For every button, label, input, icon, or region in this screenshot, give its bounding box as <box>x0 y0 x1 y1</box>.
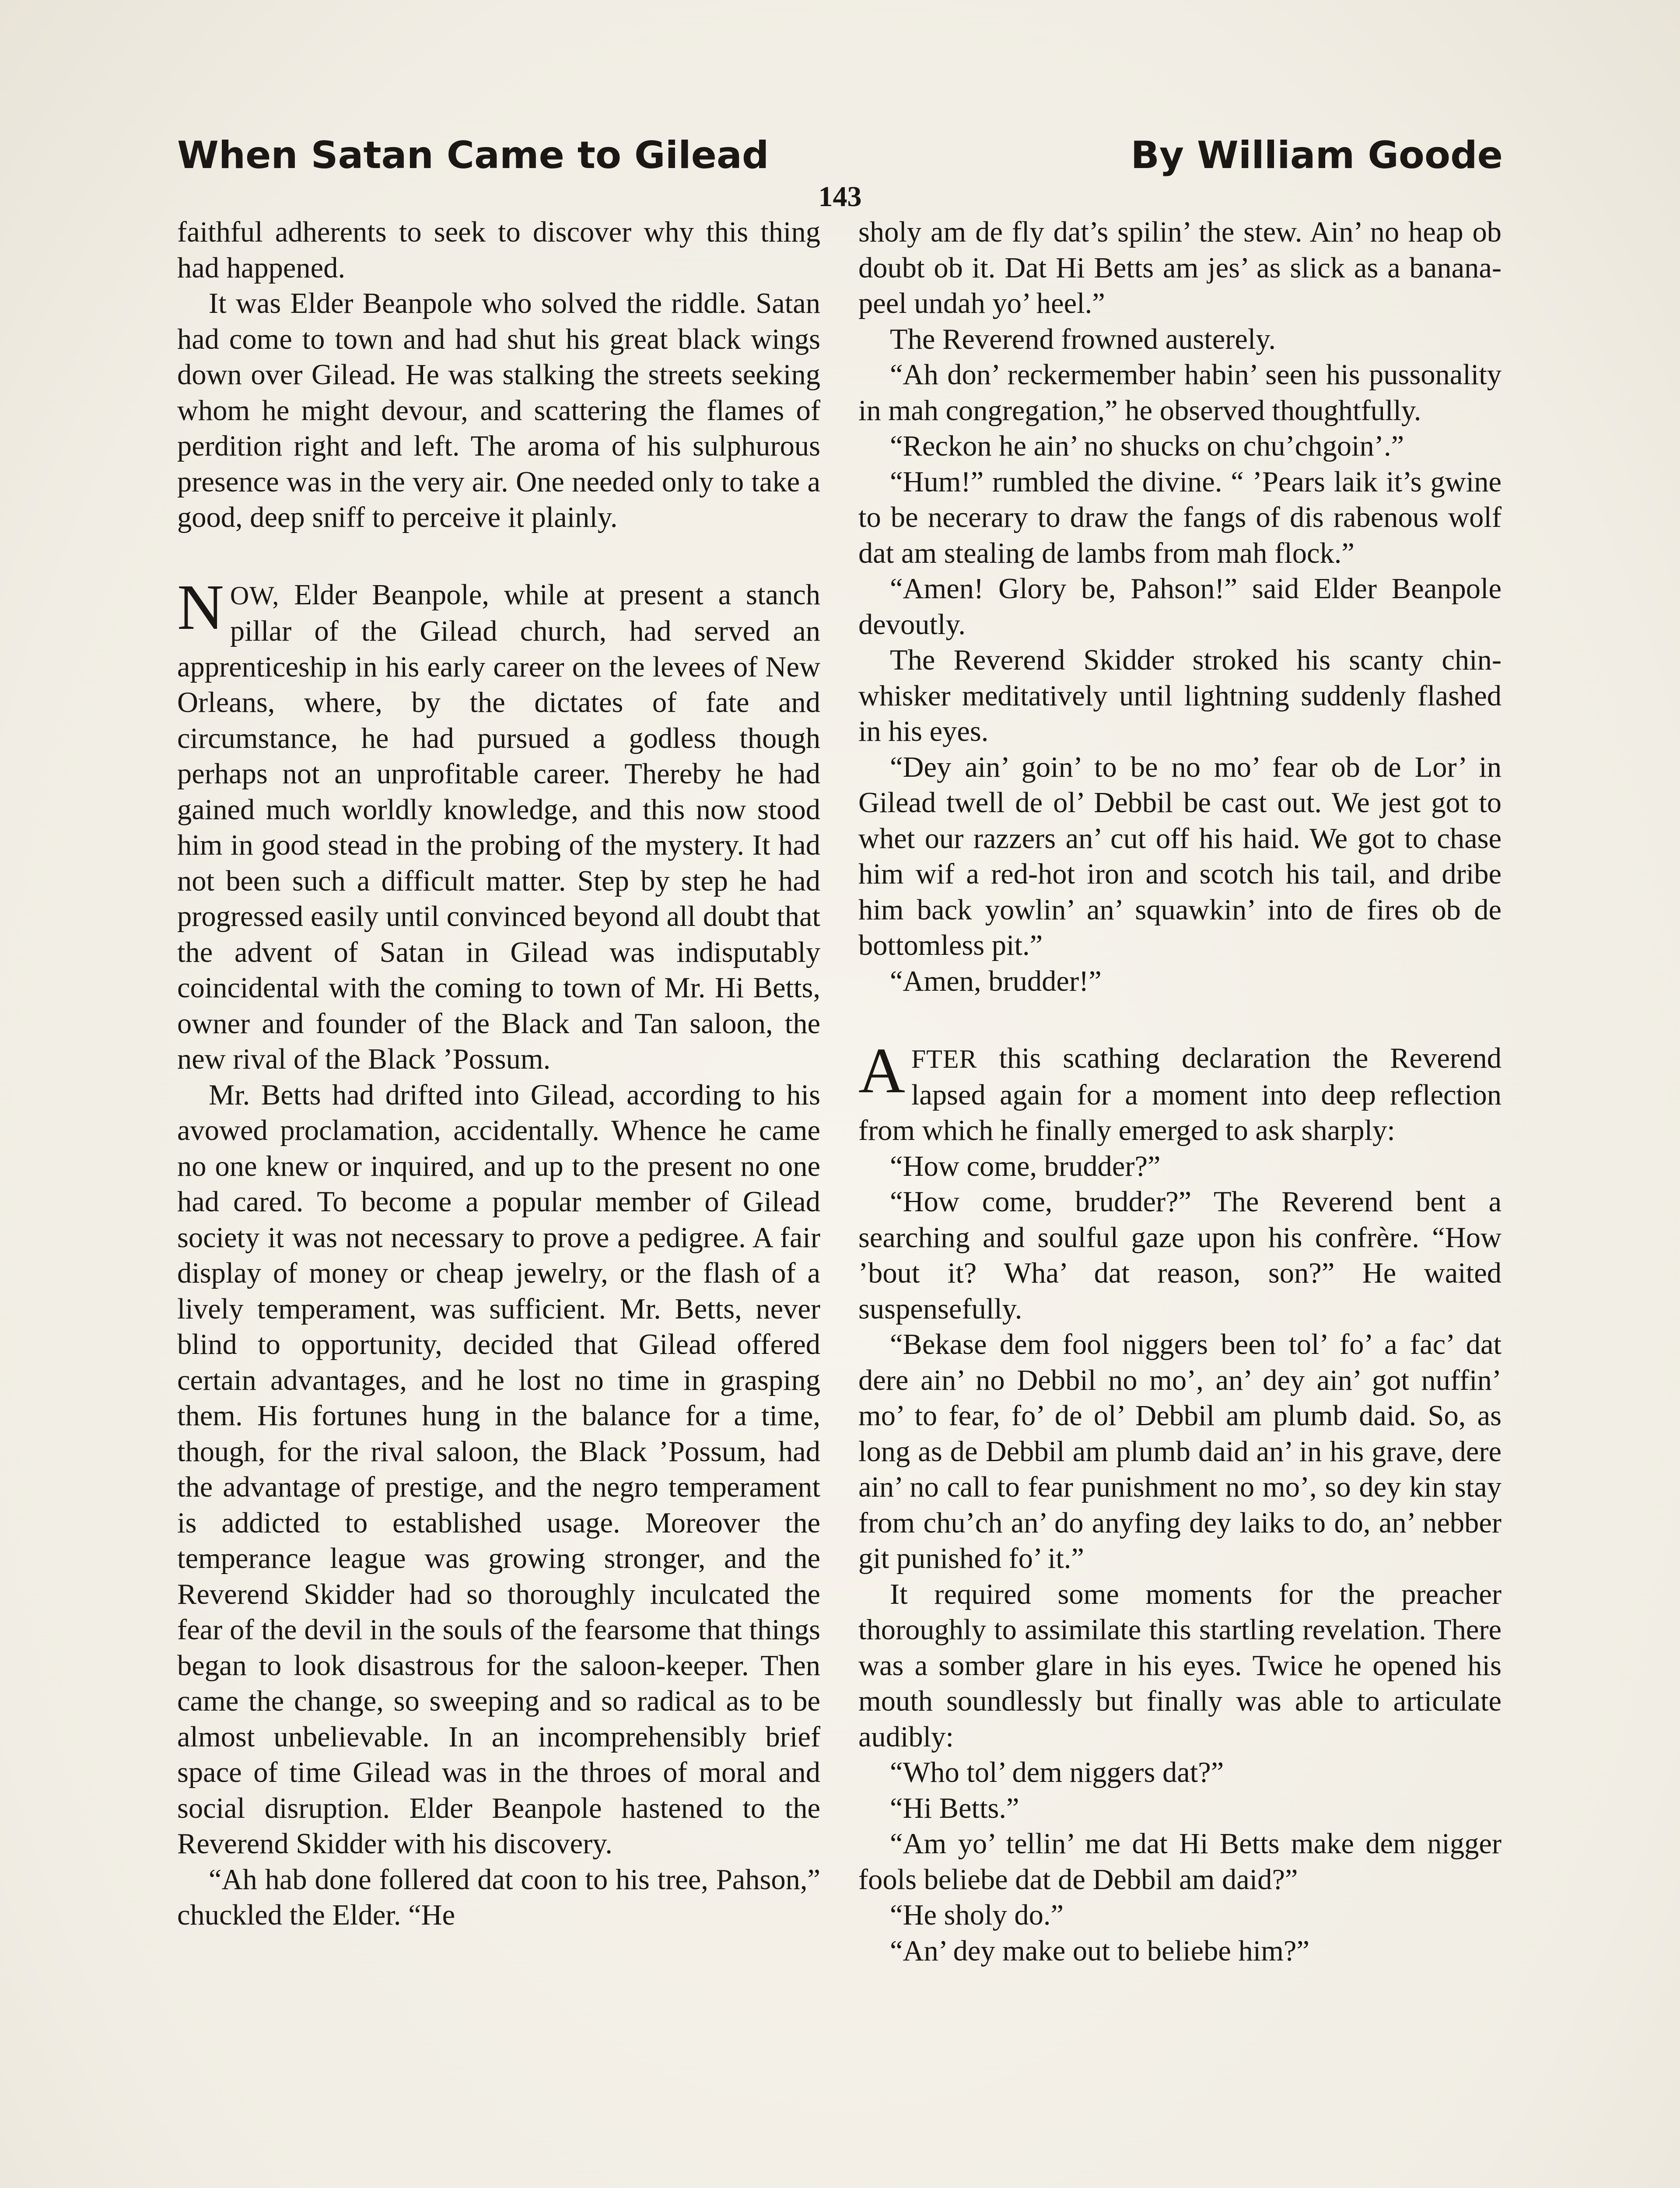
paragraph: faithful adherents to seek to discover why this thing had happened. <box>177 216 820 284</box>
story-title: When Satan Came to Gilead <box>177 133 769 177</box>
paragraph-text: Elder Beanpole, while at present a stanch pillar of the Gilead church, had served an apprenticeship in his early career on the levees of New Orleans, where, by the dictates of fate and circumstance, he had pursued a godless though perhaps not an unprofitable career. Thereby he had gained much worldly knowledge, and this now stood him in good stead in the probing of the mystery. It had not been such a difficult matter. Step by step he had progressed easily until convinced beyond all doubt that the advent of Satan in Gilead was indisputably coincidental with the coming to town of Mr. Hi Betts, owner and founder of the Black and Tan saloon, the new rival of the Black ’Possum. <box>177 579 820 1075</box>
paragraph: “He sholy do.” <box>890 1899 1064 1931</box>
paragraph: sholy am de fly dat’s spilin’ the stew. Ain’ no heap ob doubt ob it. Dat Hi Betts am jes’ as slick as a banana-peel undah yo’ heel.” <box>858 216 1502 319</box>
paragraph: “How come, brudder?” The Reverend bent a searching and soulful gaze upon his confrère. “How ’bout it? Wha’ dat reason, son?” He waited suspensefully. <box>858 1186 1502 1325</box>
lead-in-caps: FTER <box>911 1045 977 1073</box>
paragraph: “Amen! Glory be, Pahson!” said Elder Beanpole devoutly. <box>858 573 1502 641</box>
section-paragraph <box>858 1035 1502 1149</box>
paragraph: It was Elder Beanpole who solved the riddle. Satan had come to town and had shut his great black wings down over Gilead. He was stalking the streets seeking whom he might devour, and scattering the flames of perdition right and left. The aroma of his sulphurous presence was in the very air. One needed only to take a good, deep sniff to perceive it plainly. <box>177 288 820 533</box>
lead-in-caps: OW, <box>230 581 280 610</box>
paragraph: “Dey ain’ goin’ to be no mo’ fear ob de Lor’ in Gilead twell de ol’ Debbil be cast out. We jest got to whet our razzers an’ cut off his haid. We got to chase him wif a red-hot iron and scotch his tail, and dribe him back yowlin’ an’ squawkin’ into de fires ob de bottomless pit.” <box>858 751 1502 961</box>
paragraph: “Hum!” rumbled the divine. “ ’Pears laik it’s gwine to be necerary to draw the fangs of dis rabenous wolf dat am stealing de lambs from mah flock.” <box>858 466 1502 569</box>
section-paragraph <box>177 571 820 1077</box>
paragraph: “Hi Betts.” <box>890 1792 1019 1824</box>
page-header <box>177 127 1503 184</box>
paragraph: “Bekase dem fool niggers been tol’ fo’ a fac’ dat dere ain’ no Debbil no mo’, an’ dey ain’ got nuffin’ mo’ to fear, fo’ de ol’ Debbil am plumb daid. So, as long as de Debbil am plumb daid an’ in his grave, dere ain’ no call to fear punishment no mo’, so dey kin stay from chu’ch an’ do anyfing dey laiks to do, an’ nebber git punished fo’ it.” <box>858 1329 1502 1574</box>
paragraph: “Am yo’ tellin’ me dat Hi Betts make dem nigger fools beliebe dat de Debbil am daid?” <box>858 1828 1502 1896</box>
right-column <box>858 214 1502 1969</box>
story-author: By William Goode <box>1130 133 1503 177</box>
drop-cap: A <box>858 1035 905 1107</box>
paragraph: “Who tol’ dem niggers dat?” <box>890 1757 1224 1788</box>
paragraph: It required some moments for the preacher thoroughly to assimilate this startling revelation. There was a somber glare in his eyes. Twice he opened his mouth soundlessly but finally was able to articulate audibly: <box>858 1578 1502 1753</box>
paragraph: “Reckon he ain’ no shucks on chu’chgoin’.” <box>890 430 1404 462</box>
paragraph: The Reverend Skidder stroked his scanty chin-whisker meditatively until lightning suddenly flashed in his eyes. <box>858 644 1502 747</box>
paragraph: The Reverend frowned austerely. <box>890 323 1276 355</box>
page-number: 143 <box>818 181 862 213</box>
paragraph: “An’ dey make out to beliebe him?” <box>890 1935 1309 1967</box>
paragraph: “Ah hab done follered dat coon to his tree, Pahson,” chuckled the Elder. “He <box>177 1863 820 1931</box>
paragraph: Mr. Betts had drifted into Gilead, according to his avowed proclamation, accidentally. Whence he came no one knew or inquired, and up to the present no one had cared. To become a popular member of Gilead society it was not necessary to prove a pedigree. A fair display of money or cheap jewelry, or the flash of a lively temperament, was sufficient. Mr. Betts, never blind to opportunity, decided that Gilead offered certain advantages, and he lost no time in grasping them. His fortunes hung in the balance for a time, though, for the rival saloon, the Black ’Possum, had the advantage of prestige, and the negro temperament is addicted to established usage. Moreover the temperance league was growing stronger, and the Reverend Skidder had so thoroughly inculcated the fear of the devil in the souls of the fearsome that things began to look disastrous for the saloon-keeper. Then came the change, so sweeping and so radical as to be almost unbelievable. In an incomprehensibly brief space of time Gilead was in the throes of moral and social disruption. Elder Beanpole hastened to the Reverend Skidder with his discovery. <box>177 1079 820 1860</box>
paragraph: “Amen, brudder!” <box>890 965 1102 997</box>
drop-cap: N <box>177 571 224 643</box>
left-column <box>177 214 820 1933</box>
paragraph-text: this scathing declaration the Reverend lapsed again for a moment into deep reflection from which he finally emerged to ask sharply: <box>858 1042 1502 1147</box>
paragraph: “How come, brudder?” <box>890 1150 1161 1182</box>
paragraph: “Ah don’ reckermember habin’ seen his pussonality in mah congregation,” he observed thoughtfully. <box>858 359 1502 427</box>
